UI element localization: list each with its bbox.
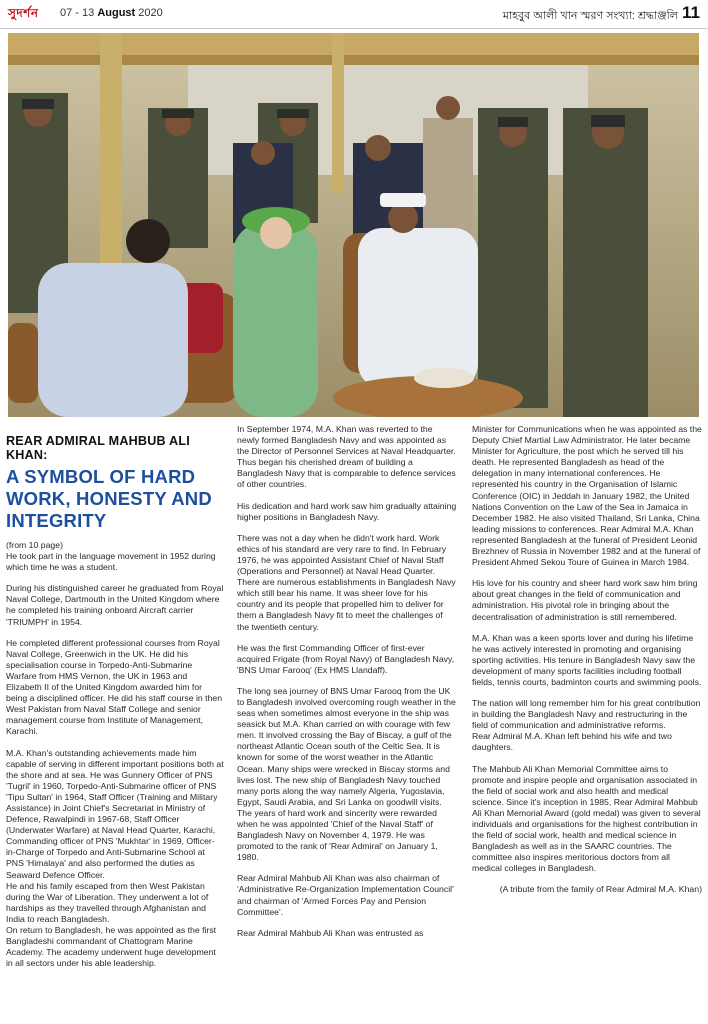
article-paragraph: Rear Admiral Mahbub Ali Khan was also chairman of 'Administrative Re-Organization Implementation Council' and chairman of 'Armed Forces Pay and Pension Committee'.: [237, 873, 454, 917]
tribute-credit: (A tribute from the family of Rear Admiral M.A. Khan): [499, 884, 702, 895]
article-paragraph: The Mahbub Ali Khan Memorial Committee aims to promote and inspire people and organisation associated in the field of social work and also health and medical science. Since it's inception in 1985, Rear Admiral Mahbub Ali Khan Memorial Award (gold medal) was given to several individuals and organisations for the highest contribution in the field of social work, health and medical science in Bangladesh as well as in the SAARC countries. The committee also inspires meritorious doctors from all medical colleges in Bangladesh.: [472, 763, 701, 874]
article-paragraph: Rear Admiral Mahbub Ali Khan was entrusted as: [237, 927, 424, 938]
ceremony-photo: [8, 33, 699, 417]
article-paragraph: His dedication and hard work saw him gradually attaining higher positions in Bangladesh Navy.: [237, 500, 457, 522]
page-header: [0, 0, 708, 29]
page-number: 11: [682, 3, 700, 22]
issue-date: [60, 7, 163, 19]
article-paragraph: The nation will long remember him for his great contribution in building the Bangladesh Navy and restructuring in the field of communication and administrative reforms. Rear Admiral M.A. Khan left behind his wife and two daughters.: [472, 698, 701, 753]
article-paragraph: During his distinguished career he graduated from Royal Naval College, Dartmouth in the United Kingdom where he completed his training onboard Aircraft carrier 'TRIUMPH' in 1954.: [6, 583, 224, 627]
section-title: মাহবুব আলী খান স্মরণ সংখ্যা: শ্রদ্ধাঞ্জলি: [502, 10, 678, 22]
article-paragraph: The long sea journey of BNS Umar Farooq from the UK to Bangladesh involved overcoming rough weather in the seas when sometimes almost everyone in the ship was seasick but M.A. Khan carried on with courage with few men. It involved crossing the Bay of Biscay, a gulf of the northeast Atlantic Ocean south of the Celtic Sea. It is known for some of the worst weather in the Atlantic Ocean. Many ships were wrecked in Biscay storms and lives lost. The new ship of Bangladesh Navy touched many ports along the way namely Algeria, Yugoslavia, Egypt, Saudi Arabia, and Sri Lanka on goodwill visits. The years of hard work and sincerity were rewarded when he was appointed 'Chief of the Naval Staff' of Bangladesh Navy on November 4, 1979. He was promoted to the rank of 'Rear Admiral' on January 1, 1980.: [237, 685, 456, 863]
article-paragraph: His love for his country and sheer hard work saw him bring about great changes in the field of communication and administration. His pivotal role in bringing about the decentralisation of administration is still remembered.: [472, 578, 698, 622]
article-headline: A SYMBOL OF HARD WORK, HONESTY AND INTEGRITY: [6, 466, 212, 531]
article-paragraph: M.A. Khan was a keen sports lover and during his lifetime he was actively interested in promoting and organising sporting activities. His tenure in Bangladesh Navy saw the development of many sports facilities including football fields, tennis courts, badminton courts and swimming pools.: [472, 632, 702, 687]
issue-date-range: 07 - 13: [60, 7, 95, 19]
article-paragraph: He was the first Commanding Officer of first-ever acquired Frigate (from Royal Navy) of Bangladesh Navy, 'BNS Umar Farooq' (Ex HMS Llandaff).: [237, 642, 455, 675]
newspaper-logo: সুদর্শন: [8, 6, 39, 20]
article-column-2: [237, 424, 457, 1020]
article-paragraph: (from 10 page) He took part in the language movement in 1952 during which time he was a student.: [6, 540, 216, 573]
photo-illustration: [8, 33, 699, 417]
issue-date-year: 2020: [138, 7, 163, 19]
article-column-3: [472, 424, 702, 1020]
article-paragraph: Minister for Communications when he was appointed as the Deputy Chief Martial Law Administrator. He later became Minister for Agriculture, the post which he served till his death. He represented Bangladesh as head of the delegation in many international conferences. He represented his country in the Organisation of Islamic Conference (OIC) in Jeddah in January 1982, the United Nations Convention on the Law of the Sea in Jamaica in December 1982. He also visited Thailand, Sri Lanka, China leading missions to conferences. Rear Admiral M.A. Khan represented Bangladesh at the funeral of President Leonid Brezhnev of Russia in November 1982 and at the funeral of President Ahmed Sekou Toure of Guinea in March 1984.: [472, 424, 702, 568]
article-paragraph: He completed different professional courses from Royal Naval College, Greenwich in the UK. He did his specialisation course in Torpedo-Anti-Submarine Warfare from HMS Vernon, the UK in 1963 and Elizabeth II of the United Kingdom awarded him for being a disciplined officer. He did his staff course in then West Pakistan from Naval Staff College and senior management course from Institute of Management, Karachi.: [6, 637, 223, 737]
article-paragraph: In September 1974, M.A. Khan was reverted to the newly formed Bangladesh Navy and was appointed as the Director of Personnel Services at Naval Headquarter. Thus began his cherished dream of building a Bangladesh Navy that is comparable to defence services of other countries.: [237, 424, 456, 490]
issue-date-month: August: [97, 7, 136, 19]
article-column-1: [6, 424, 224, 1020]
article-paragraph: There was not a day when he didn't work hard. Work ethics of his standard are very rare to find. In February 1976, he was appointed Assistant Chief of Naval Staff (Operations and Personnel) at Naval Head Quarter. There are numerous establishments in Bangladesh Navy which still bear his name. It was sheer love for his country and its people that propelled him to deliver for them a Bangladesh Navy fit to meet the challenges of the twentieth century.: [237, 532, 456, 632]
article-kicker: REAR ADMIRAL MAHBUB ALI KHAN:: [6, 434, 190, 462]
article-paragraph: M.A. Khan's outstanding achievements made him capable of serving in different important positions both at the shore and at sea. He was Gunnery Officer of PNS 'Tugril' in 1960, Torpedo-Anti-Submarine officer of PNS 'Tipu Sultan' in 1964, Staff Officer (Training and Military Assistance) in Joint Chief's Secretariat in Ministry of Defence, Rawalpindi in 1967-68, Staff Officer (Underwater Warfare) at Naval Head Quarter, Karachi, Commanding officer of PNS 'Mukhtar' in 1969, Officer-in-Charge of Torpedo and Anti-Submarine School at PNS 'Himalaya' and also performed the duties as Seaward Defence Officer. He and his family escaped from then West Pakistan during the War of Liberation. They underwent a lot of hardships as they travelled through Afghanistan and India to reach Bangladesh. On return to Bangladesh, he was appointed as the first Bangladeshi commandant of Chattogram Marine Academy. The academy underwent huge development in all sectors under his able leadership.: [6, 747, 224, 969]
